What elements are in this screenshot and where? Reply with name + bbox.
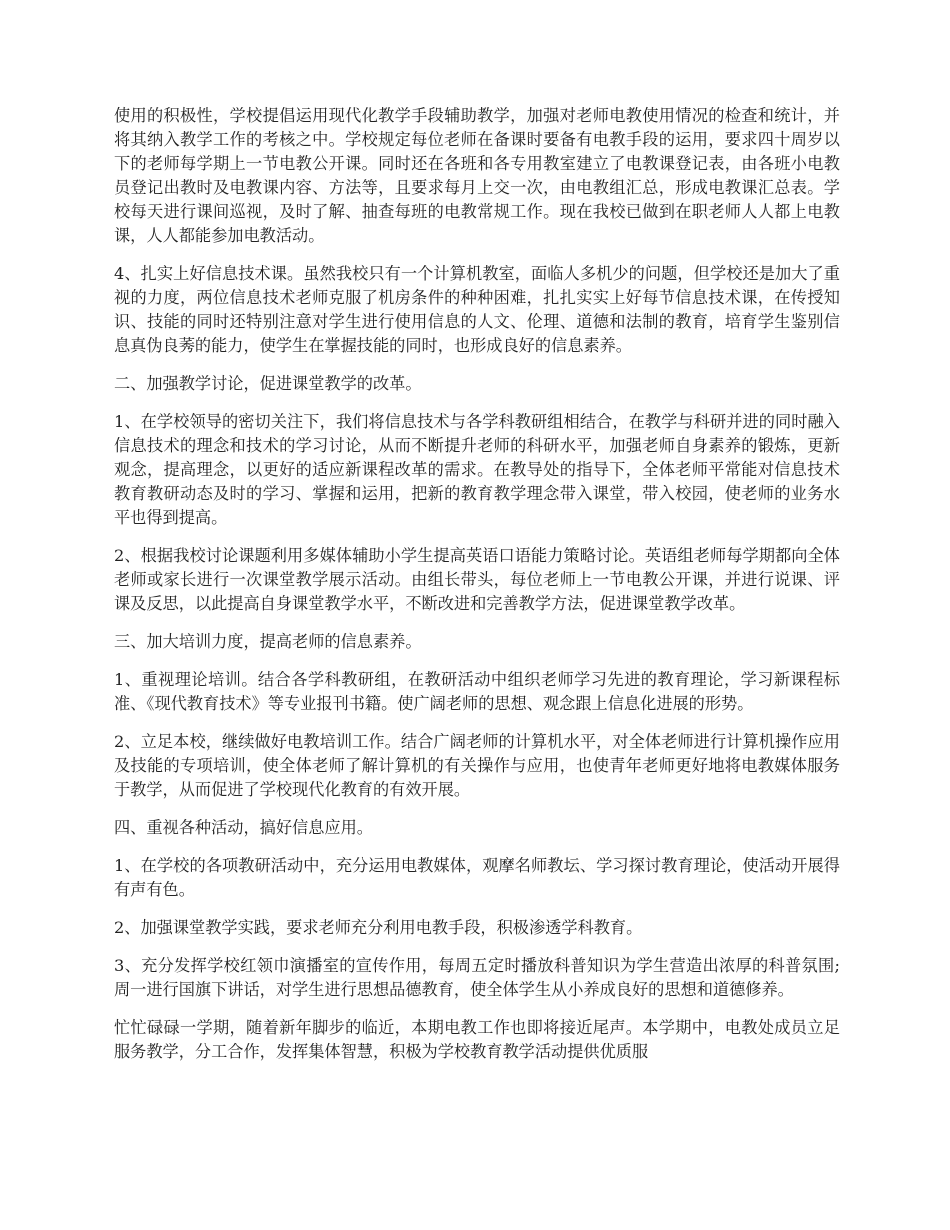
paragraph-item-4: 4、扎实上好信息技术课。虽然我校只有一个计算机教室，面临人多机少的问题，但学校还是加大了重视的力度，两位信息技术老师克服了机房条件的种种困难，扎扎实实上好每节信息技术课，在传授知识、技能的同时还特别注意对学生进行使用信息的人文、伦理、道德和法制的教育，培育学生鉴别信息真伪良莠的能力，使学生在掌握技能的同时，也形成良好的信息素养。 (114, 264, 840, 355)
paragraph-summary: 忙忙碌碌一学期，随着新年脚步的临近，本期电教工作也即将接近尾声。本学期中，电教处成员立足服务教学，分工合作，发挥集体智慧，积极为学校教育教学活动提供优质服 (114, 1018, 840, 1061)
paragraph-item-1: 1、重视理论培训。结合各学科教研组，在教研活动中组织老师学习先进的教育理论，学习新课程标准、《现代教育技术》等专业报刊书籍。使广阔老师的思想、观念跟上信息化进展的形势。 (114, 670, 840, 713)
paragraph-item-3: 3、充分发挥学校红领巾演播室的宣传作用，每周五定时播放科普知识为学生营造出浓厚的科普氛围;周一进行国旗下讲话，对学生进行思想品德教育，使全体学生从小养成良好的思想和道德修养。 (114, 956, 840, 999)
paragraph-item-1: 1、在学校领导的密切关注下，我们将信息技术与各学科教研组相结合，在教学与科研并进的同时融入信息技术的理念和技术的学习讨论，从而不断提升老师的科研水平，加强老师自身素养的锻炼，更新观念，提高理念，以更好的适应新课程改革的需求。在教导处的指导下，全体老师平常能对信息技术教育教研动态及时的学习、掌握和运用，把新的教育教学理念带入课堂，带入校园，使老师的业务水平也得到提高。 (114, 412, 840, 527)
section-heading-4: 四、重视各种活动，搞好信息应用。 (114, 818, 373, 837)
paragraph-item-1: 1、在学校的各项教研活动中，充分运用电教媒体，观摩名师教坛、学习探讨教育理论，使活动开展得有声有色。 (114, 856, 840, 899)
paragraph-item-2: 2、根据我校讨论课题利用多媒体辅助小学生提高英语口语能力策略讨论。英语组老师每学期都向全体老师或家长进行一次课堂教学展示活动。由组长带头，每位老师上一节电教公开课，并进行说课、评课及反思，以此提高自身课堂教学水平，不断改进和完善教学方法，促进课堂教学改革。 (114, 546, 840, 613)
section-heading-2: 二、加强教学讨论，促进课堂教学的改革。 (114, 374, 422, 393)
paragraph-item-2: 2、立足本校，继续做好电教培训工作。结合广阔老师的计算机水平，对全体老师进行计算机操作应用及技能的专项培训，使全体老师了解计算机的有关操作与应用，也使青年老师更好地将电教媒体服务于教学，从而促进了学校现代化教育的有效开展。 (114, 732, 840, 799)
paragraph-continuation: 使用的积极性，学校提倡运用现代化教学手段辅助教学，加强对老师电教使用情况的检查和统计，并将其纳入教学工作的考核之中。学校规定每位老师在备课时要备有电教手段的运用，要求四十周岁以下的老师每学期上一节电教公开课。同时还在各班和各专用教室建立了电教课登记表，由各班小电教员登记出教时及电教课内容、方法等，且要求每月上交一次，由电教组汇总，形成电教课汇总表。学校每天进行课间巡视，及时了解、抽查每班的电教常规工作。现在我校已做到在职老师人人都上电教课，人人都能参加电教活动。 (114, 106, 840, 245)
section-heading-3: 三、加大培训力度，提高老师的信息素养。 (114, 632, 422, 651)
document-body (114, 104, 840, 1078)
paragraph-item-2: 2、加强课堂教学实践，要求老师充分利用电教手段，积极渗透学科教育。 (114, 918, 643, 937)
